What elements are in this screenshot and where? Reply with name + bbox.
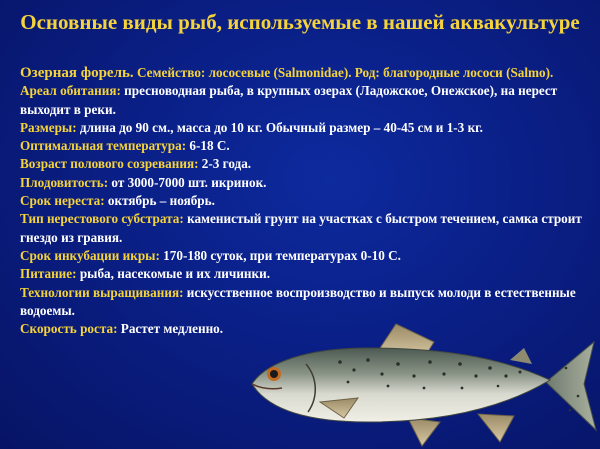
line-fecundity — [20, 174, 585, 192]
line-key: Срок инкубации икры: — [20, 247, 160, 263]
line-value: длина до 90 см., масса до 10 кг. Обычный размер – 40-45 см и 1-3 кг. — [76, 119, 483, 135]
line-key: Тип нерестового субстрата: — [20, 211, 184, 227]
line-key: Озерная форель. — [20, 65, 134, 81]
line-key: Возраст полового созревания: — [20, 156, 199, 172]
fish-description — [20, 64, 585, 338]
line-key: Ареал обитания: — [20, 83, 121, 99]
line-size — [20, 119, 585, 137]
line-species — [20, 64, 585, 82]
line-value: Семейство: лососевые (Salmonidae). Род: благородные лососи (Salmo). — [133, 65, 554, 80]
line-diet — [20, 265, 585, 283]
line-key: Питание: — [20, 266, 77, 282]
line-value: рыба, насекомые и их личинки. — [76, 266, 271, 282]
slide-title: Основные виды рыб, используемые в нашей аквакультуре — [20, 10, 580, 34]
line-temperature — [20, 137, 585, 155]
line-habitat — [20, 82, 585, 119]
line-value: Растет медленно. — [117, 321, 224, 337]
line-key: Оптимальная температура: — [20, 138, 187, 154]
line-value: 2-3 года. — [198, 156, 252, 172]
line-key: Срок нереста: — [20, 193, 105, 209]
line-value: пресноводная рыба, в крупных озерах (Ладожское, Онежское), на нерест выходит в реки. — [20, 83, 558, 117]
line-incubation — [20, 247, 585, 265]
line-value: каменистый грунт на участках с быстром течением, самка строит гнездо из гравия. — [20, 211, 582, 245]
line-key: Технологии выращивания: — [20, 284, 184, 300]
trout-fish-icon — [248, 318, 600, 449]
line-value: 6-18 С. — [186, 138, 230, 154]
line-value: октябрь – ноябрь. — [104, 193, 215, 209]
line-spawning-period — [20, 192, 585, 210]
line-key: Скорость роста: — [20, 321, 118, 337]
line-value: искусственное воспроизводство и выпуск молоди в естественные водоемы. — [20, 284, 576, 318]
line-spawning-substrate — [20, 210, 585, 247]
line-key: Плодовитость: — [20, 174, 109, 190]
line-maturity-age — [20, 155, 585, 173]
line-key: Размеры: — [20, 119, 77, 135]
line-technology — [20, 284, 585, 321]
line-value: от 3000-7000 шт. икринок. — [108, 174, 267, 190]
line-value: 170-180 суток, при температурах 0-10 С. — [159, 247, 401, 263]
